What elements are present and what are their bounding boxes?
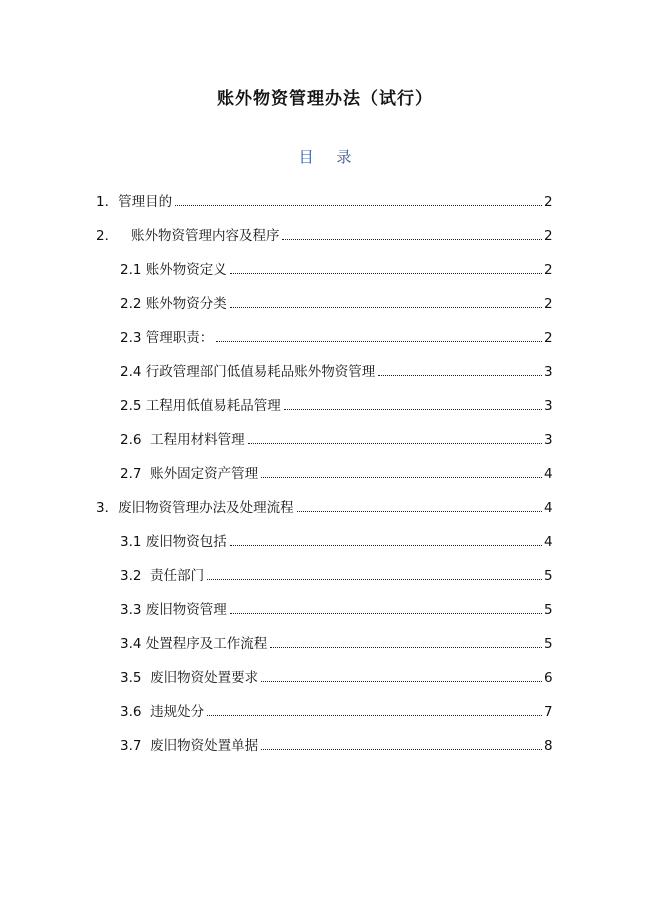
toc-entry-title: 工程用低值易耗品管理 — [141, 398, 281, 414]
toc-entry-number: 3.1 — [120, 534, 142, 550]
toc-entry-title: 废旧物资处置单据 — [141, 738, 259, 754]
toc-dot-leader — [230, 306, 542, 308]
toc-dot-leader — [230, 272, 542, 274]
toc-entry[interactable] — [96, 652, 552, 686]
toc-entry-page-number: 3 — [544, 364, 553, 380]
toc-entry[interactable] — [96, 618, 552, 652]
toc-dot-leader — [270, 646, 542, 648]
toc-entry-page-number: 2 — [544, 330, 553, 346]
toc-dot-leader — [297, 510, 542, 512]
toc-entry-number: 3.6 — [120, 704, 142, 720]
toc-entry-number: 3.4 — [120, 636, 142, 652]
toc-entry-page-number: 5 — [544, 568, 553, 584]
toc-entry-title: 管理职责： — [141, 330, 214, 346]
toc-entry-page-number: 5 — [544, 602, 553, 618]
document-title: 账外物资管理办法（试行） — [217, 89, 433, 109]
toc-entry-page-number: 2 — [544, 194, 553, 210]
toc-entry-number: 2． — [96, 228, 119, 244]
toc-entry-page-number: 2 — [544, 262, 553, 278]
toc-entry-title: 账外固定资产管理 — [141, 466, 259, 482]
toc-entry-page-number: 4 — [544, 534, 553, 550]
toc-entry-page-number: 3 — [544, 432, 553, 448]
toc-entry-number: 2.5 — [120, 398, 142, 414]
toc-entry-title: 违规处分 — [141, 704, 205, 720]
toc-entry-title: 废旧物资包括 — [141, 534, 227, 550]
toc-dot-leader — [216, 340, 542, 342]
toc-entry-title: 废旧物资处置要求 — [141, 670, 259, 686]
toc-entry-title: 行政管理部门低值易耗品账外物资管理 — [141, 364, 376, 380]
toc-entry-title: 废旧物资管理办法及处理流程 — [118, 500, 294, 516]
toc-entry[interactable] — [96, 380, 552, 414]
toc-dot-leader — [378, 374, 542, 376]
toc-entry[interactable] — [96, 720, 552, 754]
toc-dot-leader — [261, 476, 542, 478]
toc-entry-number: 3． — [96, 500, 119, 516]
toc-entry-page-number: 7 — [544, 704, 553, 720]
toc-entry-number: 2.2 — [120, 296, 142, 312]
toc-entry-page-number: 4 — [544, 500, 553, 516]
toc-dot-leader — [230, 612, 542, 614]
toc-entry-page-number: 4 — [544, 466, 553, 482]
table-of-contents — [96, 176, 552, 754]
toc-entry-title: 废旧物资管理 — [141, 602, 227, 618]
toc-dot-leader — [230, 544, 542, 546]
toc-entry-page-number: 3 — [544, 398, 553, 414]
toc-entry[interactable] — [96, 346, 552, 380]
toc-entry-title: 管理目的 — [118, 194, 173, 210]
toc-entry-page-number: 2 — [544, 296, 553, 312]
toc-dot-leader — [261, 748, 542, 750]
toc-entry-title: 账外物资定义 — [141, 262, 227, 278]
toc-entry[interactable] — [96, 448, 552, 482]
toc-entry-title: 责任部门 — [141, 568, 205, 584]
toc-entry-number: 2.1 — [120, 262, 142, 278]
toc-entry[interactable] — [96, 516, 552, 550]
toc-dot-leader — [207, 714, 542, 716]
toc-entry-title: 账外物资管理内容及程序 — [118, 228, 280, 244]
toc-dot-leader — [284, 408, 542, 410]
toc-dot-leader — [261, 680, 542, 682]
toc-entry-title: 工程用材料管理 — [141, 432, 245, 448]
toc-entry[interactable] — [96, 686, 552, 720]
toc-entry-number: 3.3 — [120, 602, 142, 618]
toc-entry-title: 账外物资分类 — [141, 296, 227, 312]
toc-entry-number: 1． — [96, 194, 119, 210]
toc-entry-number: 2.6 — [120, 432, 142, 448]
toc-entry-page-number: 6 — [544, 670, 553, 686]
toc-dot-leader — [175, 204, 542, 206]
toc-entry-number: 2.3 — [120, 330, 142, 346]
toc-entry[interactable] — [96, 176, 552, 210]
toc-entry-page-number: 2 — [544, 228, 553, 244]
toc-entry[interactable] — [96, 482, 552, 516]
toc-entry[interactable] — [96, 550, 552, 584]
toc-entry-page-number: 8 — [544, 738, 553, 754]
toc-entry[interactable] — [96, 312, 552, 346]
toc-entry-page-number: 5 — [544, 636, 553, 652]
toc-entry-number: 3.5 — [120, 670, 142, 686]
toc-entry[interactable] — [96, 584, 552, 618]
toc-entry-number: 3.2 — [120, 568, 142, 584]
toc-heading: 目 录 — [298, 148, 352, 166]
toc-entry-number: 2.7 — [120, 466, 142, 482]
toc-entry[interactable] — [96, 278, 552, 312]
toc-entry-number: 2.4 — [120, 364, 142, 380]
toc-dot-leader — [282, 238, 542, 240]
toc-entry-title: 处置程序及工作流程 — [141, 636, 268, 652]
toc-entry[interactable] — [96, 210, 552, 244]
toc-entry[interactable] — [96, 244, 552, 278]
toc-dot-leader — [207, 578, 542, 580]
toc-dot-leader — [248, 442, 542, 444]
toc-entry-number: 3.7 — [120, 738, 142, 754]
toc-entry[interactable] — [96, 414, 552, 448]
